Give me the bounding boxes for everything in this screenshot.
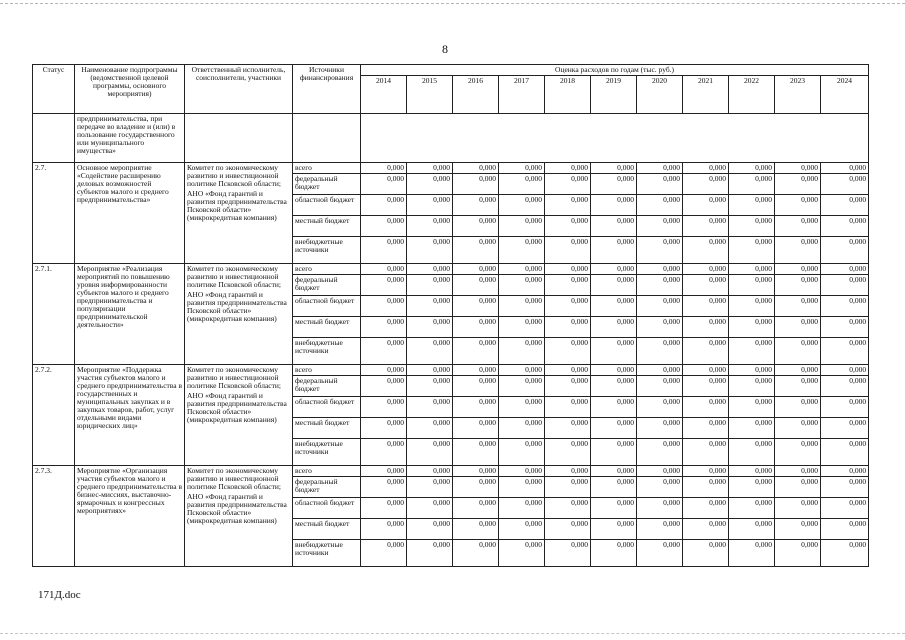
- value-cell: 0,000: [683, 338, 729, 365]
- value-cell: 0,000: [361, 195, 407, 216]
- value-cell: 0,000: [683, 264, 729, 275]
- expenses-table: [32, 64, 869, 567]
- value-cell: 0,000: [729, 264, 775, 275]
- value-cell: 0,000: [821, 498, 869, 519]
- value-cell: 0,000: [591, 498, 637, 519]
- value-cell: 0,000: [775, 540, 821, 567]
- value-cell: 0,000: [637, 439, 683, 466]
- value-cell: 0,000: [683, 439, 729, 466]
- value-cell: 0,000: [361, 174, 407, 195]
- funding-source: федеральный бюджет: [293, 174, 361, 195]
- year-header: 2022: [729, 76, 775, 114]
- value-cell: 0,000: [591, 275, 637, 296]
- value-cell: 0,000: [821, 275, 869, 296]
- value-cell: 0,000: [683, 540, 729, 567]
- value-cell: 0,000: [591, 477, 637, 498]
- value-cell: 0,000: [545, 275, 591, 296]
- value-cell: 0,000: [775, 466, 821, 477]
- continuation-values: [361, 114, 869, 163]
- responsible-committee: Комитет по экономическому развитию и инвестиционной политике Псковской области;: [187, 466, 282, 491]
- value-cell: 0,000: [821, 163, 869, 174]
- value-cell: 0,000: [591, 174, 637, 195]
- value-cell: 0,000: [637, 376, 683, 397]
- value-cell: 0,000: [729, 498, 775, 519]
- value-cell: 0,000: [361, 365, 407, 376]
- funding-source: внебюджетные источники: [293, 338, 361, 365]
- value-cell: 0,000: [545, 317, 591, 338]
- value-cell: 0,000: [821, 540, 869, 567]
- value-cell: 0,000: [775, 275, 821, 296]
- value-cell: 0,000: [545, 174, 591, 195]
- value-cell: 0,000: [683, 498, 729, 519]
- value-cell: 0,000: [683, 296, 729, 317]
- value-cell: 0,000: [591, 195, 637, 216]
- funding-source: местный бюджет: [293, 519, 361, 540]
- value-cell: 0,000: [729, 275, 775, 296]
- value-cell: 0,000: [545, 195, 591, 216]
- value-cell: 0,000: [821, 519, 869, 540]
- funding-source: областной бюджет: [293, 195, 361, 216]
- table-row: [33, 163, 869, 174]
- value-cell: 0,000: [775, 365, 821, 376]
- value-cell: 0,000: [775, 376, 821, 397]
- value-cell: 0,000: [545, 397, 591, 418]
- value-cell: 0,000: [637, 195, 683, 216]
- value-cell: 0,000: [683, 519, 729, 540]
- funding-source: внебюджетные источники: [293, 540, 361, 567]
- value-cell: 0,000: [407, 365, 453, 376]
- value-cell: 0,000: [545, 365, 591, 376]
- value-cell: 0,000: [775, 163, 821, 174]
- value-cell: 0,000: [545, 466, 591, 477]
- year-header: 2020: [637, 76, 683, 114]
- value-cell: 0,000: [361, 237, 407, 264]
- value-cell: 0,000: [453, 540, 499, 567]
- value-cell: 0,000: [591, 317, 637, 338]
- header-status: Статус: [33, 65, 75, 114]
- value-cell: 0,000: [729, 439, 775, 466]
- value-cell: 0,000: [729, 237, 775, 264]
- value-cell: 0,000: [591, 163, 637, 174]
- value-cell: 0,000: [821, 418, 869, 439]
- block-responsible: [185, 365, 293, 466]
- continuation-status: [33, 114, 75, 163]
- value-cell: 0,000: [683, 418, 729, 439]
- value-cell: 0,000: [775, 264, 821, 275]
- value-cell: 0,000: [453, 195, 499, 216]
- value-cell: 0,000: [637, 418, 683, 439]
- funding-source: федеральный бюджет: [293, 275, 361, 296]
- value-cell: 0,000: [361, 418, 407, 439]
- value-cell: 0,000: [821, 338, 869, 365]
- block-name: Мероприятие «Организация участия субъектов малого и среднего предпринимательства в бизнес-миссиях, выставочно-ярмарочных и конгрессных мероприятиях»: [75, 466, 185, 567]
- value-cell: 0,000: [453, 317, 499, 338]
- value-cell: 0,000: [729, 174, 775, 195]
- value-cell: 0,000: [499, 237, 545, 264]
- value-cell: 0,000: [407, 195, 453, 216]
- year-header: 2021: [683, 76, 729, 114]
- value-cell: 0,000: [637, 338, 683, 365]
- footer-filename: 171Д.doc: [38, 589, 81, 601]
- value-cell: 0,000: [821, 365, 869, 376]
- value-cell: 0,000: [407, 439, 453, 466]
- responsible-committee: Комитет по экономическому развитию и инвестиционной политике Псковской области;: [187, 264, 282, 289]
- value-cell: 0,000: [361, 397, 407, 418]
- value-cell: 0,000: [591, 540, 637, 567]
- value-cell: 0,000: [407, 275, 453, 296]
- funding-source: областной бюджет: [293, 397, 361, 418]
- value-cell: 0,000: [821, 237, 869, 264]
- year-header: 2019: [591, 76, 637, 114]
- value-cell: 0,000: [729, 466, 775, 477]
- responsible-committee: Комитет по экономическому развитию и инвестиционной политике Псковской области;: [187, 365, 282, 390]
- year-header: 2016: [453, 76, 499, 114]
- value-cell: 0,000: [683, 195, 729, 216]
- value-cell: 0,000: [407, 540, 453, 567]
- page-number: 8: [442, 42, 448, 56]
- value-cell: 0,000: [361, 163, 407, 174]
- value-cell: 0,000: [683, 376, 729, 397]
- header-row: [33, 65, 869, 76]
- year-header: 2017: [499, 76, 545, 114]
- value-cell: 0,000: [637, 519, 683, 540]
- value-cell: 0,000: [407, 477, 453, 498]
- value-cell: 0,000: [591, 216, 637, 237]
- value-cell: 0,000: [683, 365, 729, 376]
- responsible-fund: АНО «Фонд гарантий и развития предпринимательства Псковской области» (микрокредитная компания): [187, 290, 287, 323]
- value-cell: 0,000: [775, 338, 821, 365]
- value-cell: 0,000: [821, 317, 869, 338]
- block-code: 2.7.: [33, 163, 75, 264]
- value-cell: 0,000: [591, 237, 637, 264]
- header-name: Наименование подпрограммы (ведомственной целевой программы, основного мероприятия): [75, 65, 185, 114]
- value-cell: 0,000: [453, 275, 499, 296]
- value-cell: 0,000: [545, 216, 591, 237]
- value-cell: 0,000: [591, 466, 637, 477]
- value-cell: 0,000: [453, 498, 499, 519]
- responsible-fund: АНО «Фонд гарантий и развития предпринимательства Псковской области» (микрокредитная компания): [187, 492, 287, 525]
- value-cell: 0,000: [361, 296, 407, 317]
- value-cell: 0,000: [361, 275, 407, 296]
- value-cell: 0,000: [591, 418, 637, 439]
- continuation-text: предпринимательства, при передаче во владение и (или) в пользование государственного или муниципального имущества»: [75, 114, 185, 163]
- value-cell: 0,000: [407, 237, 453, 264]
- value-cell: 0,000: [591, 338, 637, 365]
- block-code: 2.7.3.: [33, 466, 75, 567]
- value-cell: 0,000: [453, 397, 499, 418]
- value-cell: 0,000: [361, 466, 407, 477]
- block-code: 2.7.1.: [33, 264, 75, 365]
- value-cell: 0,000: [729, 418, 775, 439]
- value-cell: 0,000: [361, 519, 407, 540]
- value-cell: 0,000: [499, 397, 545, 418]
- continuation-row: [33, 114, 869, 163]
- value-cell: 0,000: [821, 397, 869, 418]
- value-cell: 0,000: [683, 397, 729, 418]
- funding-source: внебюджетные источники: [293, 237, 361, 264]
- table-body: [33, 65, 869, 567]
- value-cell: 0,000: [729, 477, 775, 498]
- value-cell: 0,000: [499, 498, 545, 519]
- value-cell: 0,000: [683, 275, 729, 296]
- value-cell: 0,000: [729, 519, 775, 540]
- value-cell: 0,000: [499, 264, 545, 275]
- value-cell: 0,000: [637, 216, 683, 237]
- value-cell: 0,000: [683, 466, 729, 477]
- value-cell: 0,000: [453, 466, 499, 477]
- value-cell: 0,000: [453, 264, 499, 275]
- value-cell: 0,000: [499, 338, 545, 365]
- responsible-fund: АНО «Фонд гарантий и развития предпринимательства Псковской области» (микрокредитная компания): [187, 391, 287, 424]
- value-cell: 0,000: [729, 376, 775, 397]
- block-name: Основное мероприятие «Содействие расширению деловых возможностей субъектов малого и среднего предпринимательства»: [75, 163, 185, 264]
- header-estimate: Оценка расходов по годам (тыс. руб.): [361, 65, 869, 76]
- value-cell: 0,000: [453, 296, 499, 317]
- funding-source: областной бюджет: [293, 296, 361, 317]
- value-cell: 0,000: [499, 365, 545, 376]
- value-cell: 0,000: [729, 296, 775, 317]
- value-cell: 0,000: [499, 439, 545, 466]
- value-cell: 0,000: [361, 317, 407, 338]
- header-sources: Источники финансирования: [293, 65, 361, 114]
- value-cell: 0,000: [775, 498, 821, 519]
- funding-source: областной бюджет: [293, 498, 361, 519]
- scan-bottom-edge: [0, 633, 905, 634]
- value-cell: 0,000: [637, 264, 683, 275]
- value-cell: 0,000: [499, 477, 545, 498]
- funding-source: всего: [293, 365, 361, 376]
- value-cell: 0,000: [499, 418, 545, 439]
- value-cell: 0,000: [407, 519, 453, 540]
- value-cell: 0,000: [361, 477, 407, 498]
- value-cell: 0,000: [407, 418, 453, 439]
- value-cell: 0,000: [545, 296, 591, 317]
- funding-source: местный бюджет: [293, 418, 361, 439]
- value-cell: 0,000: [361, 264, 407, 275]
- table-row: [33, 365, 869, 376]
- value-cell: 0,000: [545, 439, 591, 466]
- value-cell: 0,000: [683, 477, 729, 498]
- value-cell: 0,000: [453, 439, 499, 466]
- value-cell: 0,000: [453, 365, 499, 376]
- responsible-committee: Комитет по экономическому развитию и инвестиционной политике Псковской области;: [187, 163, 282, 188]
- value-cell: 0,000: [591, 439, 637, 466]
- value-cell: 0,000: [775, 418, 821, 439]
- value-cell: 0,000: [361, 439, 407, 466]
- funding-source: всего: [293, 466, 361, 477]
- value-cell: 0,000: [683, 163, 729, 174]
- block-name: Мероприятие «Поддержка участия субъектов малого и среднего предпринимательства в государственных и муниципальных закупках и в закупках товаров, работ, услуг отдельными видами юридических лиц»: [75, 365, 185, 466]
- value-cell: 0,000: [499, 540, 545, 567]
- year-header: 2018: [545, 76, 591, 114]
- value-cell: 0,000: [545, 264, 591, 275]
- value-cell: 0,000: [545, 498, 591, 519]
- value-cell: 0,000: [821, 296, 869, 317]
- value-cell: 0,000: [775, 397, 821, 418]
- year-header: 2014: [361, 76, 407, 114]
- value-cell: 0,000: [499, 317, 545, 338]
- value-cell: 0,000: [729, 365, 775, 376]
- funding-source: федеральный бюджет: [293, 376, 361, 397]
- value-cell: 0,000: [821, 195, 869, 216]
- value-cell: 0,000: [775, 216, 821, 237]
- scan-top-edge: [0, 3, 905, 4]
- value-cell: 0,000: [637, 174, 683, 195]
- value-cell: 0,000: [775, 477, 821, 498]
- value-cell: 0,000: [361, 498, 407, 519]
- value-cell: 0,000: [361, 376, 407, 397]
- value-cell: 0,000: [821, 477, 869, 498]
- value-cell: 0,000: [499, 296, 545, 317]
- header-responsible: Ответственный исполнитель, соисполнители, участники: [185, 65, 293, 114]
- value-cell: 0,000: [637, 317, 683, 338]
- value-cell: 0,000: [453, 237, 499, 264]
- value-cell: 0,000: [499, 163, 545, 174]
- value-cell: 0,000: [545, 519, 591, 540]
- funding-source: всего: [293, 163, 361, 174]
- value-cell: 0,000: [407, 296, 453, 317]
- value-cell: 0,000: [821, 216, 869, 237]
- value-cell: 0,000: [775, 237, 821, 264]
- value-cell: 0,000: [499, 195, 545, 216]
- value-cell: 0,000: [453, 519, 499, 540]
- value-cell: 0,000: [407, 264, 453, 275]
- continuation-responsible: [185, 114, 293, 163]
- value-cell: 0,000: [361, 216, 407, 237]
- value-cell: 0,000: [407, 376, 453, 397]
- value-cell: 0,000: [407, 397, 453, 418]
- value-cell: 0,000: [591, 296, 637, 317]
- block-responsible: [185, 264, 293, 365]
- value-cell: 0,000: [637, 498, 683, 519]
- value-cell: 0,000: [407, 498, 453, 519]
- value-cell: 0,000: [683, 216, 729, 237]
- value-cell: 0,000: [453, 376, 499, 397]
- value-cell: 0,000: [729, 216, 775, 237]
- value-cell: 0,000: [499, 519, 545, 540]
- year-header: 2024: [821, 76, 869, 114]
- value-cell: 0,000: [729, 317, 775, 338]
- funding-source: местный бюджет: [293, 216, 361, 237]
- value-cell: 0,000: [499, 174, 545, 195]
- value-cell: 0,000: [361, 338, 407, 365]
- value-cell: 0,000: [683, 237, 729, 264]
- responsible-fund: АНО «Фонд гарантий и развития предпринимательства Псковской области» (микрокредитная компания): [187, 189, 287, 222]
- value-cell: 0,000: [499, 376, 545, 397]
- value-cell: 0,000: [729, 338, 775, 365]
- block-code: 2.7.2.: [33, 365, 75, 466]
- value-cell: 0,000: [637, 466, 683, 477]
- value-cell: 0,000: [775, 296, 821, 317]
- block-responsible: [185, 466, 293, 567]
- value-cell: 0,000: [361, 540, 407, 567]
- table-row: [33, 264, 869, 275]
- value-cell: 0,000: [499, 216, 545, 237]
- continuation-sources: [293, 114, 361, 163]
- table-row: [33, 466, 869, 477]
- value-cell: 0,000: [821, 174, 869, 195]
- block-responsible: [185, 163, 293, 264]
- value-cell: 0,000: [637, 540, 683, 567]
- funding-source: внебюджетные источники: [293, 439, 361, 466]
- value-cell: 0,000: [407, 466, 453, 477]
- value-cell: 0,000: [683, 317, 729, 338]
- value-cell: 0,000: [453, 174, 499, 195]
- year-header: 2015: [407, 76, 453, 114]
- value-cell: 0,000: [453, 477, 499, 498]
- funding-source: федеральный бюджет: [293, 477, 361, 498]
- value-cell: 0,000: [637, 163, 683, 174]
- value-cell: 0,000: [729, 195, 775, 216]
- value-cell: 0,000: [729, 540, 775, 567]
- value-cell: 0,000: [545, 338, 591, 365]
- year-header: 2023: [775, 76, 821, 114]
- value-cell: 0,000: [407, 317, 453, 338]
- value-cell: 0,000: [453, 418, 499, 439]
- value-cell: 0,000: [729, 163, 775, 174]
- value-cell: 0,000: [821, 264, 869, 275]
- value-cell: 0,000: [453, 216, 499, 237]
- value-cell: 0,000: [637, 365, 683, 376]
- value-cell: 0,000: [637, 477, 683, 498]
- funding-source: всего: [293, 264, 361, 275]
- value-cell: 0,000: [407, 216, 453, 237]
- value-cell: 0,000: [545, 376, 591, 397]
- value-cell: 0,000: [545, 418, 591, 439]
- value-cell: 0,000: [821, 439, 869, 466]
- value-cell: 0,000: [729, 397, 775, 418]
- value-cell: 0,000: [775, 174, 821, 195]
- value-cell: 0,000: [775, 519, 821, 540]
- value-cell: 0,000: [821, 376, 869, 397]
- value-cell: 0,000: [407, 163, 453, 174]
- value-cell: 0,000: [499, 275, 545, 296]
- value-cell: 0,000: [453, 338, 499, 365]
- block-name: Мероприятие «Реализация мероприятий по повышению уровня информированности субъектов малого и среднего предпринимательства и популяризации предпринимательской деятельности»: [75, 264, 185, 365]
- value-cell: 0,000: [821, 466, 869, 477]
- value-cell: 0,000: [775, 317, 821, 338]
- value-cell: 0,000: [545, 540, 591, 567]
- value-cell: 0,000: [637, 397, 683, 418]
- value-cell: 0,000: [545, 237, 591, 264]
- funding-source: местный бюджет: [293, 317, 361, 338]
- value-cell: 0,000: [407, 174, 453, 195]
- value-cell: 0,000: [591, 519, 637, 540]
- value-cell: 0,000: [775, 439, 821, 466]
- value-cell: 0,000: [637, 237, 683, 264]
- value-cell: 0,000: [499, 466, 545, 477]
- value-cell: 0,000: [637, 296, 683, 317]
- value-cell: 0,000: [775, 195, 821, 216]
- value-cell: 0,000: [545, 477, 591, 498]
- value-cell: 0,000: [591, 397, 637, 418]
- value-cell: 0,000: [591, 264, 637, 275]
- value-cell: 0,000: [545, 163, 591, 174]
- value-cell: 0,000: [591, 376, 637, 397]
- value-cell: 0,000: [683, 174, 729, 195]
- value-cell: 0,000: [453, 163, 499, 174]
- value-cell: 0,000: [407, 338, 453, 365]
- value-cell: 0,000: [591, 365, 637, 376]
- value-cell: 0,000: [637, 275, 683, 296]
